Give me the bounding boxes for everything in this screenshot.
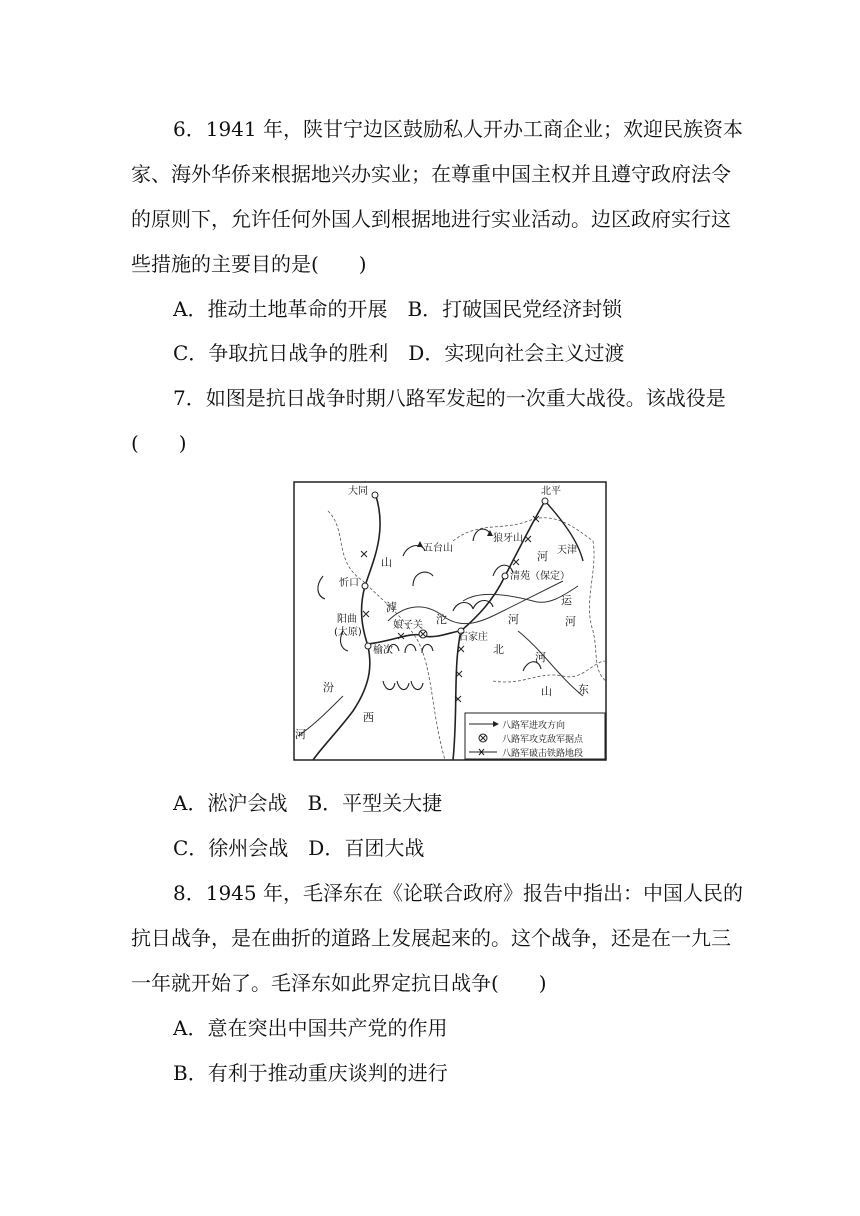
map-label-niangziguan: 娘子关 [393, 620, 423, 631]
map-river-yun: 运 [561, 594, 572, 607]
map-region-shan2: 山 [541, 685, 552, 698]
map-label-yangqu: 阳曲 [337, 614, 357, 625]
q6-stem-line-4: 些措施的主要目的是( ) [131, 252, 367, 276]
map-label-yuci: 榆次 [373, 645, 393, 656]
q8-option-a: A．意在突出中国共产党的作用 [173, 1016, 448, 1040]
q8-stem-line-2: 抗日战争，是在曲折的道路上发展起来的。这个战争，还是在一九三 [131, 926, 731, 950]
legend-rail-label: 八路军破击铁路地段 [502, 749, 584, 759]
q8-stem-line-1: 8．1945 年，毛泽东在《论联合政府》报告中指出：中国人民的 [173, 881, 743, 905]
map-label-datong: 大同 [348, 486, 368, 497]
q6-options-ab: A．推动土地革命的开展 B．打破国民党经济封锁 [173, 297, 623, 321]
q6-stem-line-1: 6．1941 年，陕甘宁边区鼓励私人开办工商企业；欢迎民族资本 [173, 117, 743, 141]
q8-option-b: B．有利于推动重庆谈判的进行 [173, 1061, 448, 1085]
q7-options-ab: A．淞沪会战 B．平型关大捷 [173, 791, 443, 815]
map-region-xi: 西 [363, 711, 374, 724]
q6-stem-line-2: 家、海外华侨来根据地兴办实业；在尊重中国主权并且遵守政府法令 [131, 162, 731, 186]
map-label-beiping: 北平 [541, 486, 561, 497]
q7-stem-line-2: ( ) [131, 431, 187, 455]
q6-options-cd: C．争取抗日战争的胜利 D．实现向社会主义过渡 [173, 341, 625, 365]
map-label-shijiazhuang: 石家庄 [458, 632, 488, 643]
legend-capture-label: 八路军攻克敌军据点 [502, 735, 584, 745]
hundred-regiments-map [293, 481, 607, 761]
map-region-dong: 东 [578, 683, 589, 696]
legend-attack-label: 八路军进攻方向 [502, 721, 566, 731]
q8-stem-line-3: 一年就开始了。毛泽东如此界定抗日战争( ) [131, 971, 547, 995]
map-label-xinkou: 忻口 [339, 578, 359, 589]
map-label-qingyuan: 清苑（保定） [510, 571, 570, 582]
map-river-tuo-he: 河 [508, 613, 519, 626]
map-label-wutaishan: 五台山 [423, 543, 453, 554]
q7-stem-line-1: 7．如图是抗日战争时期八路军发起的一次重大战役。该战役是 [173, 386, 726, 410]
map-region-he-hebei: 河 [537, 550, 548, 563]
map-river-tuo: 沱 [436, 613, 447, 626]
map-river-fen-he: 河 [295, 728, 306, 741]
map-label-langyashan: 狼牙山 [493, 533, 523, 544]
map-region-shan: 山 [381, 556, 392, 569]
map-label-taiyuan: (太原) [334, 627, 362, 638]
map-label-tianjin: 天津 [557, 545, 577, 556]
map-region-he2: 河 [535, 651, 546, 664]
map-river-hutuo: 滹 [386, 601, 397, 614]
map-river-fen: 汾 [323, 681, 334, 694]
q7-options-cd: C．徐州会战 D．百团大战 [173, 836, 425, 860]
q6-stem-line-3: 的原则下，允许任何外国人到根据地进行实业活动。边区政府实行这 [131, 207, 731, 231]
map-river-yun-he: 河 [565, 615, 576, 628]
map-region-bei: 北 [493, 643, 504, 656]
map-legend [465, 713, 605, 759]
